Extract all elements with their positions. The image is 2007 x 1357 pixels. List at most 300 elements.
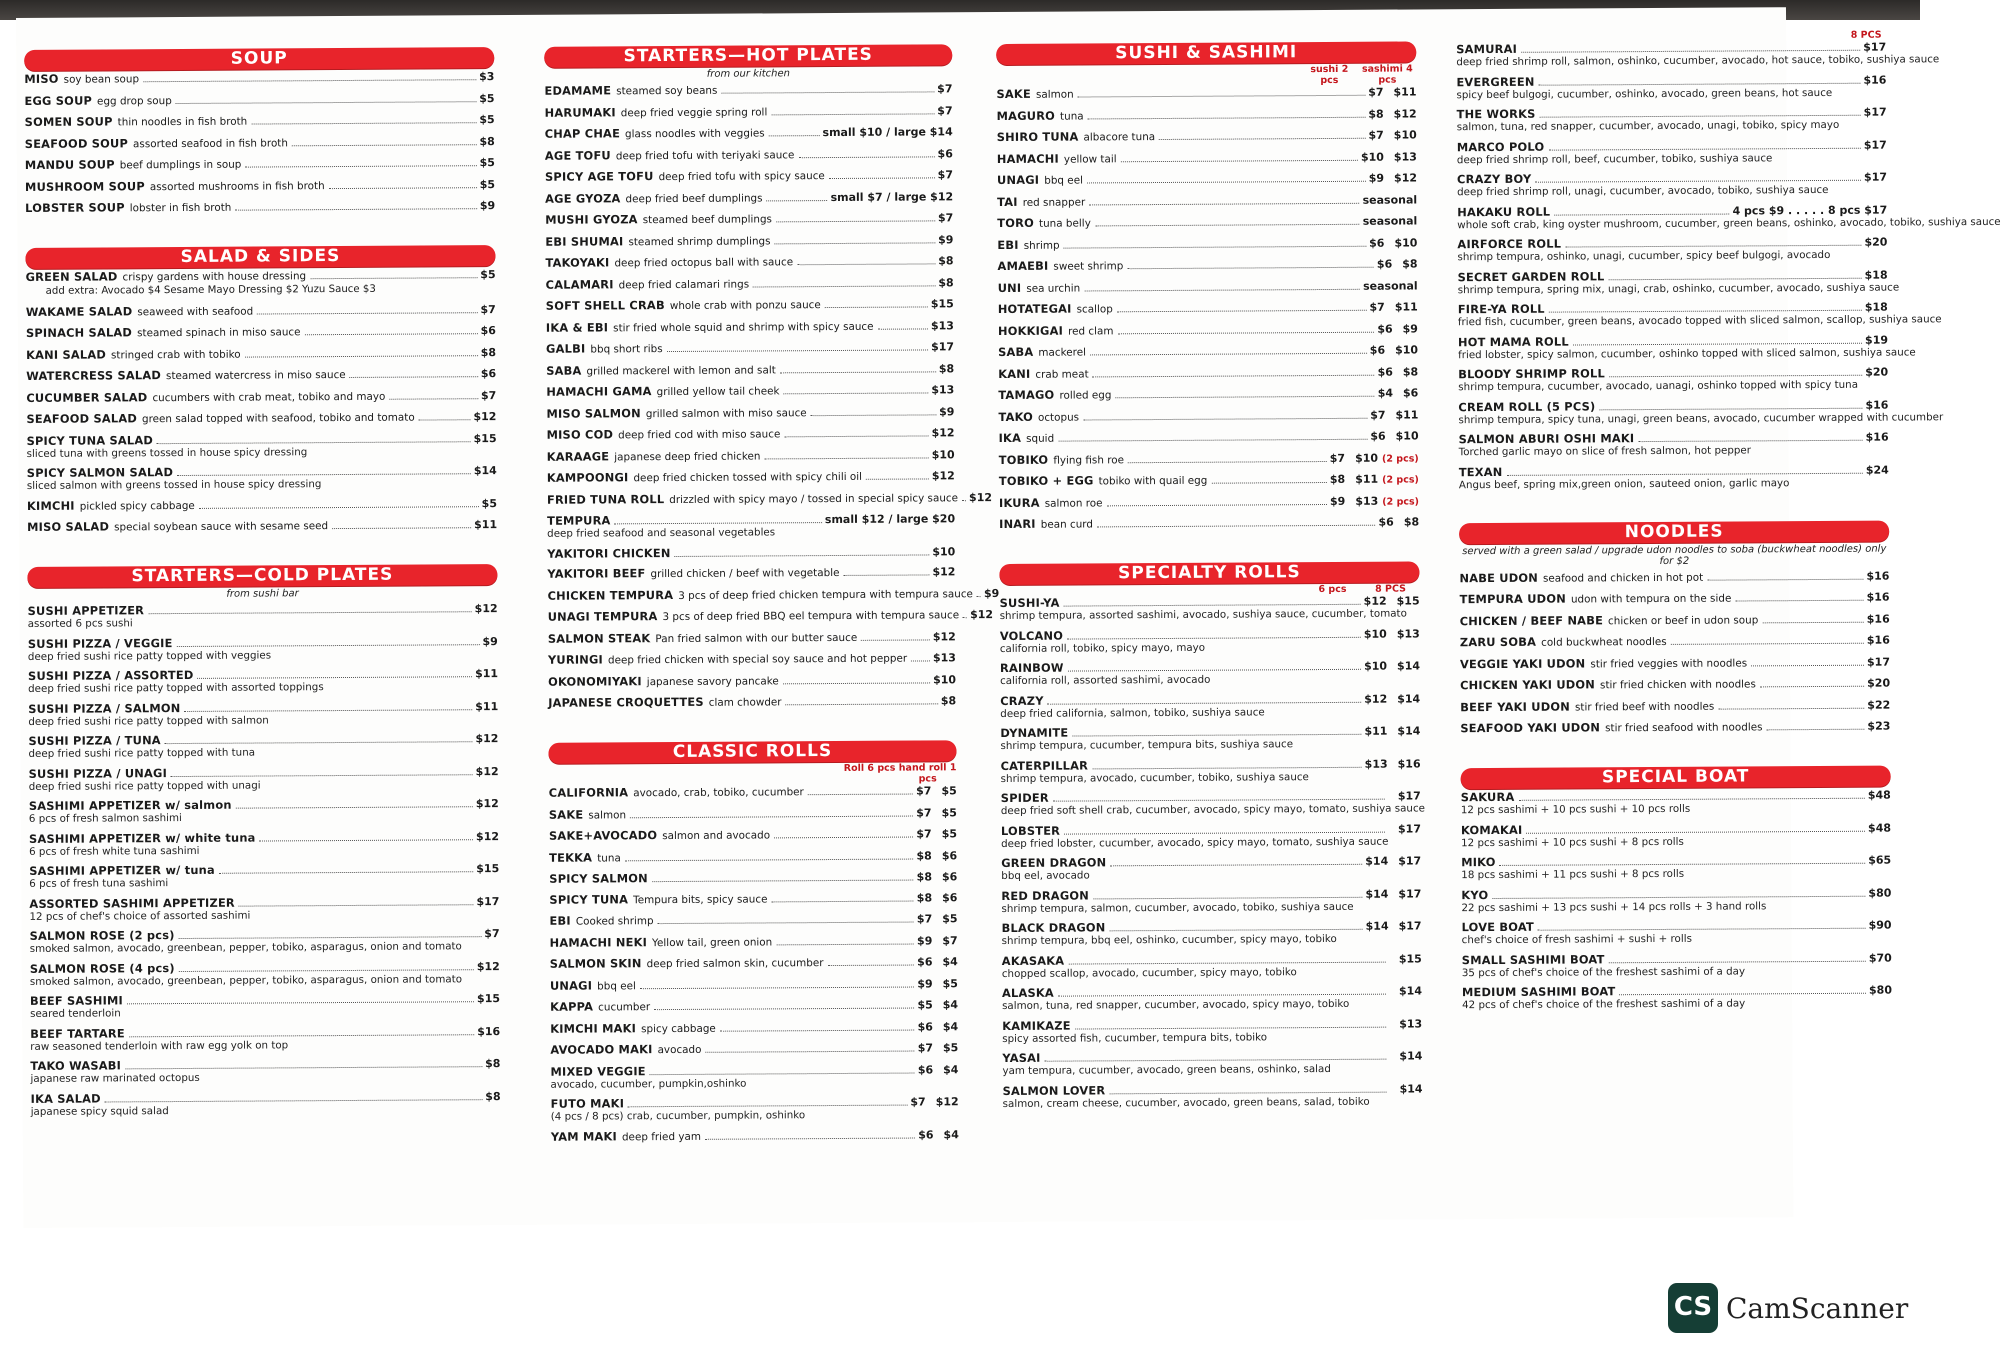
dot-leader (1064, 604, 1361, 607)
item-name: SALMON ROSE (4 pcs) (29, 960, 175, 976)
menu-item (1461, 821, 1891, 849)
menu-item (1000, 594, 1420, 622)
menu-item (25, 156, 495, 173)
menu-item (29, 765, 499, 793)
item-detail: shrimp tempura, spicy tuna, unagi, green beans, avocado, cucumber wrapped with cucumber (1458, 410, 1944, 426)
item-name: EBI SHUMAI (545, 233, 624, 249)
item-name: CALAMARI (545, 276, 614, 292)
item-price: $17 (1863, 40, 1887, 54)
menu-item (1457, 171, 1887, 199)
menu-item (31, 1090, 501, 1118)
item-price: $7 (1329, 451, 1346, 465)
item-name: CATERPILLAR (1000, 757, 1089, 773)
menu-item (998, 343, 1418, 360)
item-name: TEKKA (549, 849, 593, 865)
item-name: WATERCRESS SALAD (26, 368, 162, 383)
dot-leader (1211, 482, 1327, 484)
item-name: HAMACHI GAMA (546, 384, 652, 399)
item-name: YURINGI (547, 652, 604, 667)
menu-item (1001, 822, 1421, 850)
item-description: seaweed with seafood (137, 305, 254, 318)
item-description: squid (1026, 432, 1055, 445)
menu-item (1461, 789, 1891, 817)
item-name: IKA SALAD (30, 1091, 101, 1106)
menu-item (998, 279, 1418, 296)
item-price: $14 (1365, 887, 1389, 901)
item-price: $18 (1864, 268, 1888, 282)
item-price-alt: $10 (1395, 429, 1419, 443)
dot-leader (1609, 960, 1866, 963)
item-price-alt: $6 (1402, 386, 1419, 400)
menu-item (1002, 1017, 1422, 1045)
menu-item (545, 125, 953, 141)
menu-item (999, 472, 1419, 489)
item-price: $15 (476, 992, 501, 1006)
item-price-alt: $11 (1395, 407, 1419, 422)
item-name: BEEF SASHIMI (29, 993, 124, 1008)
item-description: deep fried cod with miso sauce (618, 428, 781, 442)
menu-section (996, 41, 1419, 532)
item-price-alt: $8 (1403, 515, 1420, 529)
item-price: $5 (479, 156, 495, 170)
item-name: SOFT SHELL CRAB (545, 298, 665, 313)
dot-leader (1048, 701, 1362, 704)
item-price: $8 (938, 254, 954, 268)
item-detail: spicy beef bulgogi, cucumber, oshinko, avocado, green beans, hot sauce (1456, 86, 1833, 101)
item-detail: deep fried sushi rice patty topped with salmon (28, 713, 269, 728)
menu-item (1461, 886, 1891, 914)
item-price: $7 (916, 784, 932, 798)
item-price-alt: $8 (1402, 364, 1419, 379)
item-name: TOBIKO + EGG (998, 473, 1094, 489)
item-name: KAMPOONGI (546, 470, 629, 485)
menu-item-row (546, 340, 954, 356)
menu-item (997, 128, 1417, 145)
item-price: $70 (1868, 951, 1892, 965)
dot-leader (235, 208, 477, 210)
menu-item (545, 254, 953, 270)
item-price: $7 (937, 82, 953, 96)
menu-item (546, 383, 954, 399)
item-description: seafood and chicken in hot pot (1542, 571, 1704, 585)
item-price: $48 (1867, 821, 1892, 835)
dot-leader (630, 815, 913, 818)
item-price: $7 (1369, 300, 1385, 314)
item-name: MUSHI GYOZA (545, 212, 638, 227)
item-price: $9 (983, 586, 1000, 600)
menu-item-row (549, 891, 957, 907)
item-price-alt: $13 (1393, 149, 1417, 164)
section-header: SALAD & SIDES (25, 245, 495, 269)
item-name: CHICKEN YAKI UDON (1460, 677, 1596, 693)
menu-item (1460, 655, 1890, 672)
item-price: $48 (1867, 788, 1891, 802)
menu-section (24, 47, 495, 216)
item-price: $8 (916, 870, 932, 884)
dot-leader (721, 91, 934, 93)
menu-item-row (545, 190, 953, 206)
price-column-label: hand roll 1 pcs (898, 762, 957, 785)
dot-leader (774, 837, 913, 839)
item-description: salmon (1035, 88, 1074, 101)
menu-item (1002, 1049, 1422, 1077)
dot-leader (1064, 245, 1367, 248)
menu-item (550, 977, 958, 993)
dot-leader (1115, 396, 1374, 399)
item-price: $5 (479, 177, 496, 191)
menu-sheet (16, 7, 2001, 1228)
item-name: SEAFOOD SALAD (26, 411, 138, 426)
menu-item-row (550, 977, 958, 993)
item-description: deep fried salmon skin, cucumber (646, 957, 824, 971)
item-price: $14 (473, 464, 497, 478)
item-price: $7 (937, 168, 954, 182)
item-name: TEMPURA UDON (1459, 591, 1566, 607)
menu-item-row (26, 346, 496, 363)
item-name: RAINBOW (999, 660, 1064, 676)
menu-item-row (27, 497, 497, 514)
item-description: 3 pcs of deep fried BBQ eel tempura with tempura sauce (662, 609, 960, 624)
item-price: $23 (1867, 719, 1891, 733)
item-price: $3 (479, 70, 495, 84)
item-name: YASAI (1002, 1050, 1041, 1065)
menu-item-row (999, 515, 1419, 532)
menu-item-row (999, 494, 1419, 511)
menu-item-row (548, 694, 956, 710)
item-description: bbq short ribs (590, 343, 663, 356)
dot-leader (129, 1034, 474, 1037)
item-name: SAKE (548, 807, 584, 822)
menu-item (547, 586, 1000, 603)
item-name: INARI (999, 516, 1036, 532)
item-name: MANDU SOUP (24, 157, 115, 172)
item-name: SECRET GARDEN ROLL (1457, 268, 1605, 284)
item-name: SABA (546, 363, 582, 378)
section-header: STARTERS—COLD PLATES (27, 564, 497, 588)
item-name: EDAMAME (544, 83, 612, 98)
section-header: NOODLES (1459, 520, 1889, 544)
menu-item-row (998, 343, 1418, 360)
item-name: AIRFORCE ROLL (1457, 236, 1562, 252)
item-price: $6 (1378, 515, 1394, 529)
dot-leader (1110, 864, 1362, 867)
item-name: CREAM ROLL (5 PCS) (1458, 398, 1596, 414)
item-detail: assorted 6 pcs sushi (27, 617, 133, 630)
item-price: $6 (918, 1127, 934, 1142)
item-name: HOT MAMA ROLL (1457, 334, 1569, 349)
item-price: seasonal (1362, 214, 1418, 228)
dot-leader (776, 220, 935, 222)
item-price-alt: $17 (1397, 821, 1422, 836)
item-name: UNAGI (549, 977, 593, 993)
dot-leader (828, 965, 915, 967)
menu-item (1001, 887, 1421, 915)
item-price: $8 (1329, 472, 1346, 486)
item-price-alt: $13 (1396, 626, 1420, 641)
menu-item (26, 367, 496, 384)
item-price-alt: $14 (1397, 691, 1421, 706)
dot-leader (219, 871, 473, 874)
item-name: KIMCHI (26, 498, 75, 513)
menu-item-row (546, 362, 954, 378)
dot-leader (675, 554, 930, 557)
item-name: IKA (998, 430, 1022, 446)
menu-item (1456, 73, 1886, 101)
item-price-alt: $4 (943, 1062, 959, 1076)
menu-section (544, 44, 1000, 710)
dot-leader (767, 200, 828, 201)
item-name: TORO (997, 215, 1035, 231)
item-detail: 12 pcs sashimi + 10 pcs sushi + 10 pcs rolls (1460, 802, 1691, 817)
dot-leader (1492, 895, 1865, 898)
menu-item-row (998, 300, 1418, 317)
item-name: SASHIMI APPETIZER w/ tuna (29, 862, 215, 878)
menu-item (26, 410, 496, 427)
menu-item-row (547, 448, 955, 464)
item-name: SABA (998, 344, 1034, 360)
item-name: TAI (997, 194, 1018, 209)
dot-leader (239, 904, 474, 906)
menu-item (25, 113, 495, 130)
item-price-alt: $4 (942, 1019, 959, 1033)
menu-item (997, 171, 1417, 188)
menu-item (1457, 300, 1942, 329)
dot-leader (1762, 621, 1863, 623)
dot-leader (1087, 181, 1366, 184)
item-name: KARAAGE (546, 448, 610, 464)
item-price-alt: $14 (1398, 984, 1423, 998)
item-price: $9 (938, 232, 954, 246)
item-detail: shrimp tempura, cucumber, avocado, uanagi, oshinko topped with spicy tuna (1458, 378, 1859, 394)
dot-leader (963, 617, 967, 618)
menu-item-row (548, 673, 956, 689)
item-detail: 35 pcs of chef's choice of the freshest sashimi of a day (1461, 964, 1746, 979)
dot-leader (1760, 686, 1864, 688)
menu-item (1001, 854, 1421, 882)
menu-item-row (999, 451, 1419, 468)
item-price: $12 (475, 732, 499, 746)
menu-item (1460, 720, 1890, 737)
item-name: TAKO WASABI (30, 1058, 122, 1073)
menu-item-row (996, 85, 1416, 102)
item-price: $13 (930, 318, 954, 332)
menu-item (1457, 203, 2001, 231)
item-price-alt: $4 (943, 1127, 959, 1141)
item-name: BLACK DRAGON (1001, 920, 1106, 935)
dot-leader (829, 177, 935, 179)
menu-item (997, 214, 1417, 231)
menu-item (545, 104, 953, 120)
item-price: $80 (1868, 886, 1892, 900)
item-price: $90 (1868, 918, 1892, 932)
section-note: served with a green salad / upgrade udon noodles to soba (buckwheat noodles) only for $2 (1462, 543, 1887, 567)
price-column-headers (996, 63, 1416, 88)
item-detail: deep fried sushi rice patty topped with assorted toppings (28, 681, 324, 695)
item-detail: deep fried sushi rice patty topped with unagi (28, 779, 261, 793)
menu-item (549, 870, 957, 885)
item-price-alt: $4 (942, 998, 959, 1012)
item-description: steamed watercress in miso sauce (165, 368, 346, 383)
item-price: $13 (931, 383, 955, 397)
item-description: deep fried octopus ball with sauce (614, 256, 794, 270)
item-description: grilled chicken / beef with vegetable (650, 566, 840, 581)
item-price: $6 (1369, 343, 1386, 357)
menu-item (1460, 634, 1890, 651)
item-price: $16 (1866, 590, 1890, 604)
item-price-alt: $15 (1396, 594, 1420, 608)
item-description: bbq eel (597, 979, 636, 992)
item-description: deep fried tofu with teriyaki sauce (615, 148, 795, 162)
menu-item (549, 784, 957, 800)
menu-item-row (547, 608, 994, 624)
menu-item (550, 1063, 958, 1090)
menu-item-row (997, 257, 1417, 274)
menu-item-row (1460, 677, 1890, 694)
item-detail: deep fried seafood and seasonal vegetables (547, 526, 776, 540)
item-detail: deep fried soft shell crab, cucumber, avocado, spicy mayo, tomato, sushiya sauce (1000, 802, 1425, 817)
item-description: stir fried veggies with noodles (1590, 656, 1748, 670)
item-name: TEMPURA (547, 513, 611, 528)
dot-leader (257, 312, 477, 314)
menu-item-row (550, 955, 958, 971)
item-detail: shrimp tempura, bbq eel, oshinko, cucumber, spicy mayo, tobiko (1001, 932, 1337, 947)
item-name: ASSORTED SASHIMI APPETIZER (29, 895, 235, 911)
item-detail: 42 pcs of chef's choice of the freshest sashimi of a day (1462, 997, 1746, 1012)
dot-leader (652, 880, 914, 883)
item-price: $6 (917, 955, 933, 969)
dot-leader (1078, 95, 1366, 98)
item-price: 4 pcs $9 . . . . . 8 pcs $17 (1732, 203, 1888, 218)
dot-leader (1045, 1059, 1387, 1062)
item-price: $9 (939, 404, 955, 418)
item-name: VOLCANO (999, 628, 1064, 643)
item-price: $16 (1865, 430, 1889, 444)
item-detail: california roll, tobiko, spicy mayo, mayo (999, 641, 1206, 655)
dot-leader (176, 101, 476, 104)
menu-item (25, 199, 495, 216)
menu-item (28, 635, 498, 663)
item-price: $16 (477, 1024, 501, 1038)
dot-leader (105, 1099, 482, 1102)
menu-item (546, 297, 954, 313)
item-price: $7 (1368, 85, 1384, 99)
item-price: $12 (931, 426, 955, 440)
item-name: SALMON ABURI OSHI MAKI (1458, 431, 1635, 447)
item-price-alt: $10 (1395, 343, 1419, 357)
item-price: $12 (968, 490, 993, 504)
item-price: $10 (1360, 150, 1384, 164)
dot-leader (1535, 180, 1861, 183)
menu-item (547, 545, 955, 560)
menu-item (998, 408, 1418, 425)
item-price: $12 (473, 410, 497, 424)
item-detail: 12 pcs sashimi + 10 pcs sushi + 8 pcs rolls (1461, 835, 1684, 849)
menu-item (550, 955, 958, 971)
menu-item (545, 190, 953, 206)
dot-leader (245, 355, 478, 357)
item-price-alt: $11 (1393, 85, 1417, 99)
item-price: $17 (1863, 105, 1887, 119)
item-description: tobiko with quail egg (1098, 474, 1208, 488)
item-description: stir fried whole squid and shrimp with spicy sauce (613, 320, 874, 334)
dot-leader (1088, 116, 1366, 119)
menu-item-row (549, 806, 957, 822)
menu-item (549, 806, 957, 822)
item-detail: chopped scallop, avocado, cucumber, spicy mayo, tobiko (1001, 965, 1297, 980)
item-price: $7 (937, 103, 953, 117)
item-price: small $7 / large $12 (830, 189, 954, 204)
item-price: seasonal (1363, 278, 1418, 293)
item-price-alt: $15 (1398, 951, 1422, 966)
item-description: scallop (1076, 303, 1113, 316)
dot-leader (720, 1029, 915, 1031)
item-name: MISO SALAD (27, 519, 110, 534)
price-column-label: sashimi 4 pcs (1361, 63, 1413, 86)
dot-leader (1608, 277, 1861, 280)
item-name: EBI (997, 237, 1019, 252)
dot-leader (1067, 636, 1361, 639)
item-price: $11 (474, 518, 498, 532)
item-name: SAKE (996, 86, 1031, 102)
menu-item-row (999, 429, 1419, 446)
item-description: steamed beef dumplings (642, 213, 772, 227)
item-name: KOMAKAI (1460, 822, 1523, 837)
item-price-alt: $6 (941, 848, 958, 862)
item-name: MISO COD (546, 427, 614, 442)
menu-item (546, 340, 954, 356)
item-price: $16 (1866, 612, 1890, 626)
item-price-alt: $12 (935, 1095, 959, 1109)
menu-column-3 (996, 9, 1423, 1117)
dot-leader (640, 986, 914, 989)
dot-leader (878, 328, 928, 329)
menu-item-row (24, 92, 494, 109)
item-price-alt: $5 (941, 805, 957, 819)
item-detail: deep fried shrimp roll, beef, cucumber, tobiko, sushiya sauce (1456, 151, 1773, 166)
menu-item-row (547, 545, 955, 560)
item-price: $7 (1370, 408, 1386, 422)
dot-leader (198, 676, 473, 679)
dot-leader (127, 1001, 474, 1004)
item-name: HAMACHI (996, 151, 1059, 166)
item-detail: (4 pcs / 8 pcs) crab, cucumber, pumpkin, oshinko (550, 1109, 806, 1123)
menu-item (28, 602, 498, 630)
item-detail: fried fish, cucumber, green beans, avocado topped with sliced salmon, scallop, sushiya sauce (1457, 313, 1942, 329)
item-name: CUCUMBER SALAD (26, 389, 148, 405)
dot-leader (667, 349, 928, 352)
item-price: $12 (970, 608, 994, 622)
item-description: green salad topped with seafood, tobiko and tomato (141, 411, 415, 426)
menu-item-row (545, 254, 953, 270)
dot-leader (705, 1051, 914, 1053)
item-price: small $12 / large $20 (824, 512, 956, 527)
item-description: bean curd (1040, 518, 1093, 531)
dot-leader (1109, 1091, 1386, 1094)
item-name: HAMACHI NEKI (549, 934, 648, 950)
menu-item (1458, 366, 1888, 394)
dot-leader (1573, 342, 1862, 345)
item-price: $12 (1363, 594, 1387, 608)
item-description: spicy cabbage (641, 1022, 716, 1035)
item-price: $13 (932, 651, 956, 665)
item-name: AGE TOFU (544, 147, 611, 163)
item-price: $12 (474, 602, 498, 616)
dot-leader (628, 1105, 907, 1108)
item-price: $17 (1863, 138, 1887, 152)
dot-leader (1735, 600, 1863, 602)
item-description: beef dumplings in soup (119, 158, 242, 172)
item-description: deep fried beef dumplings (625, 191, 763, 205)
